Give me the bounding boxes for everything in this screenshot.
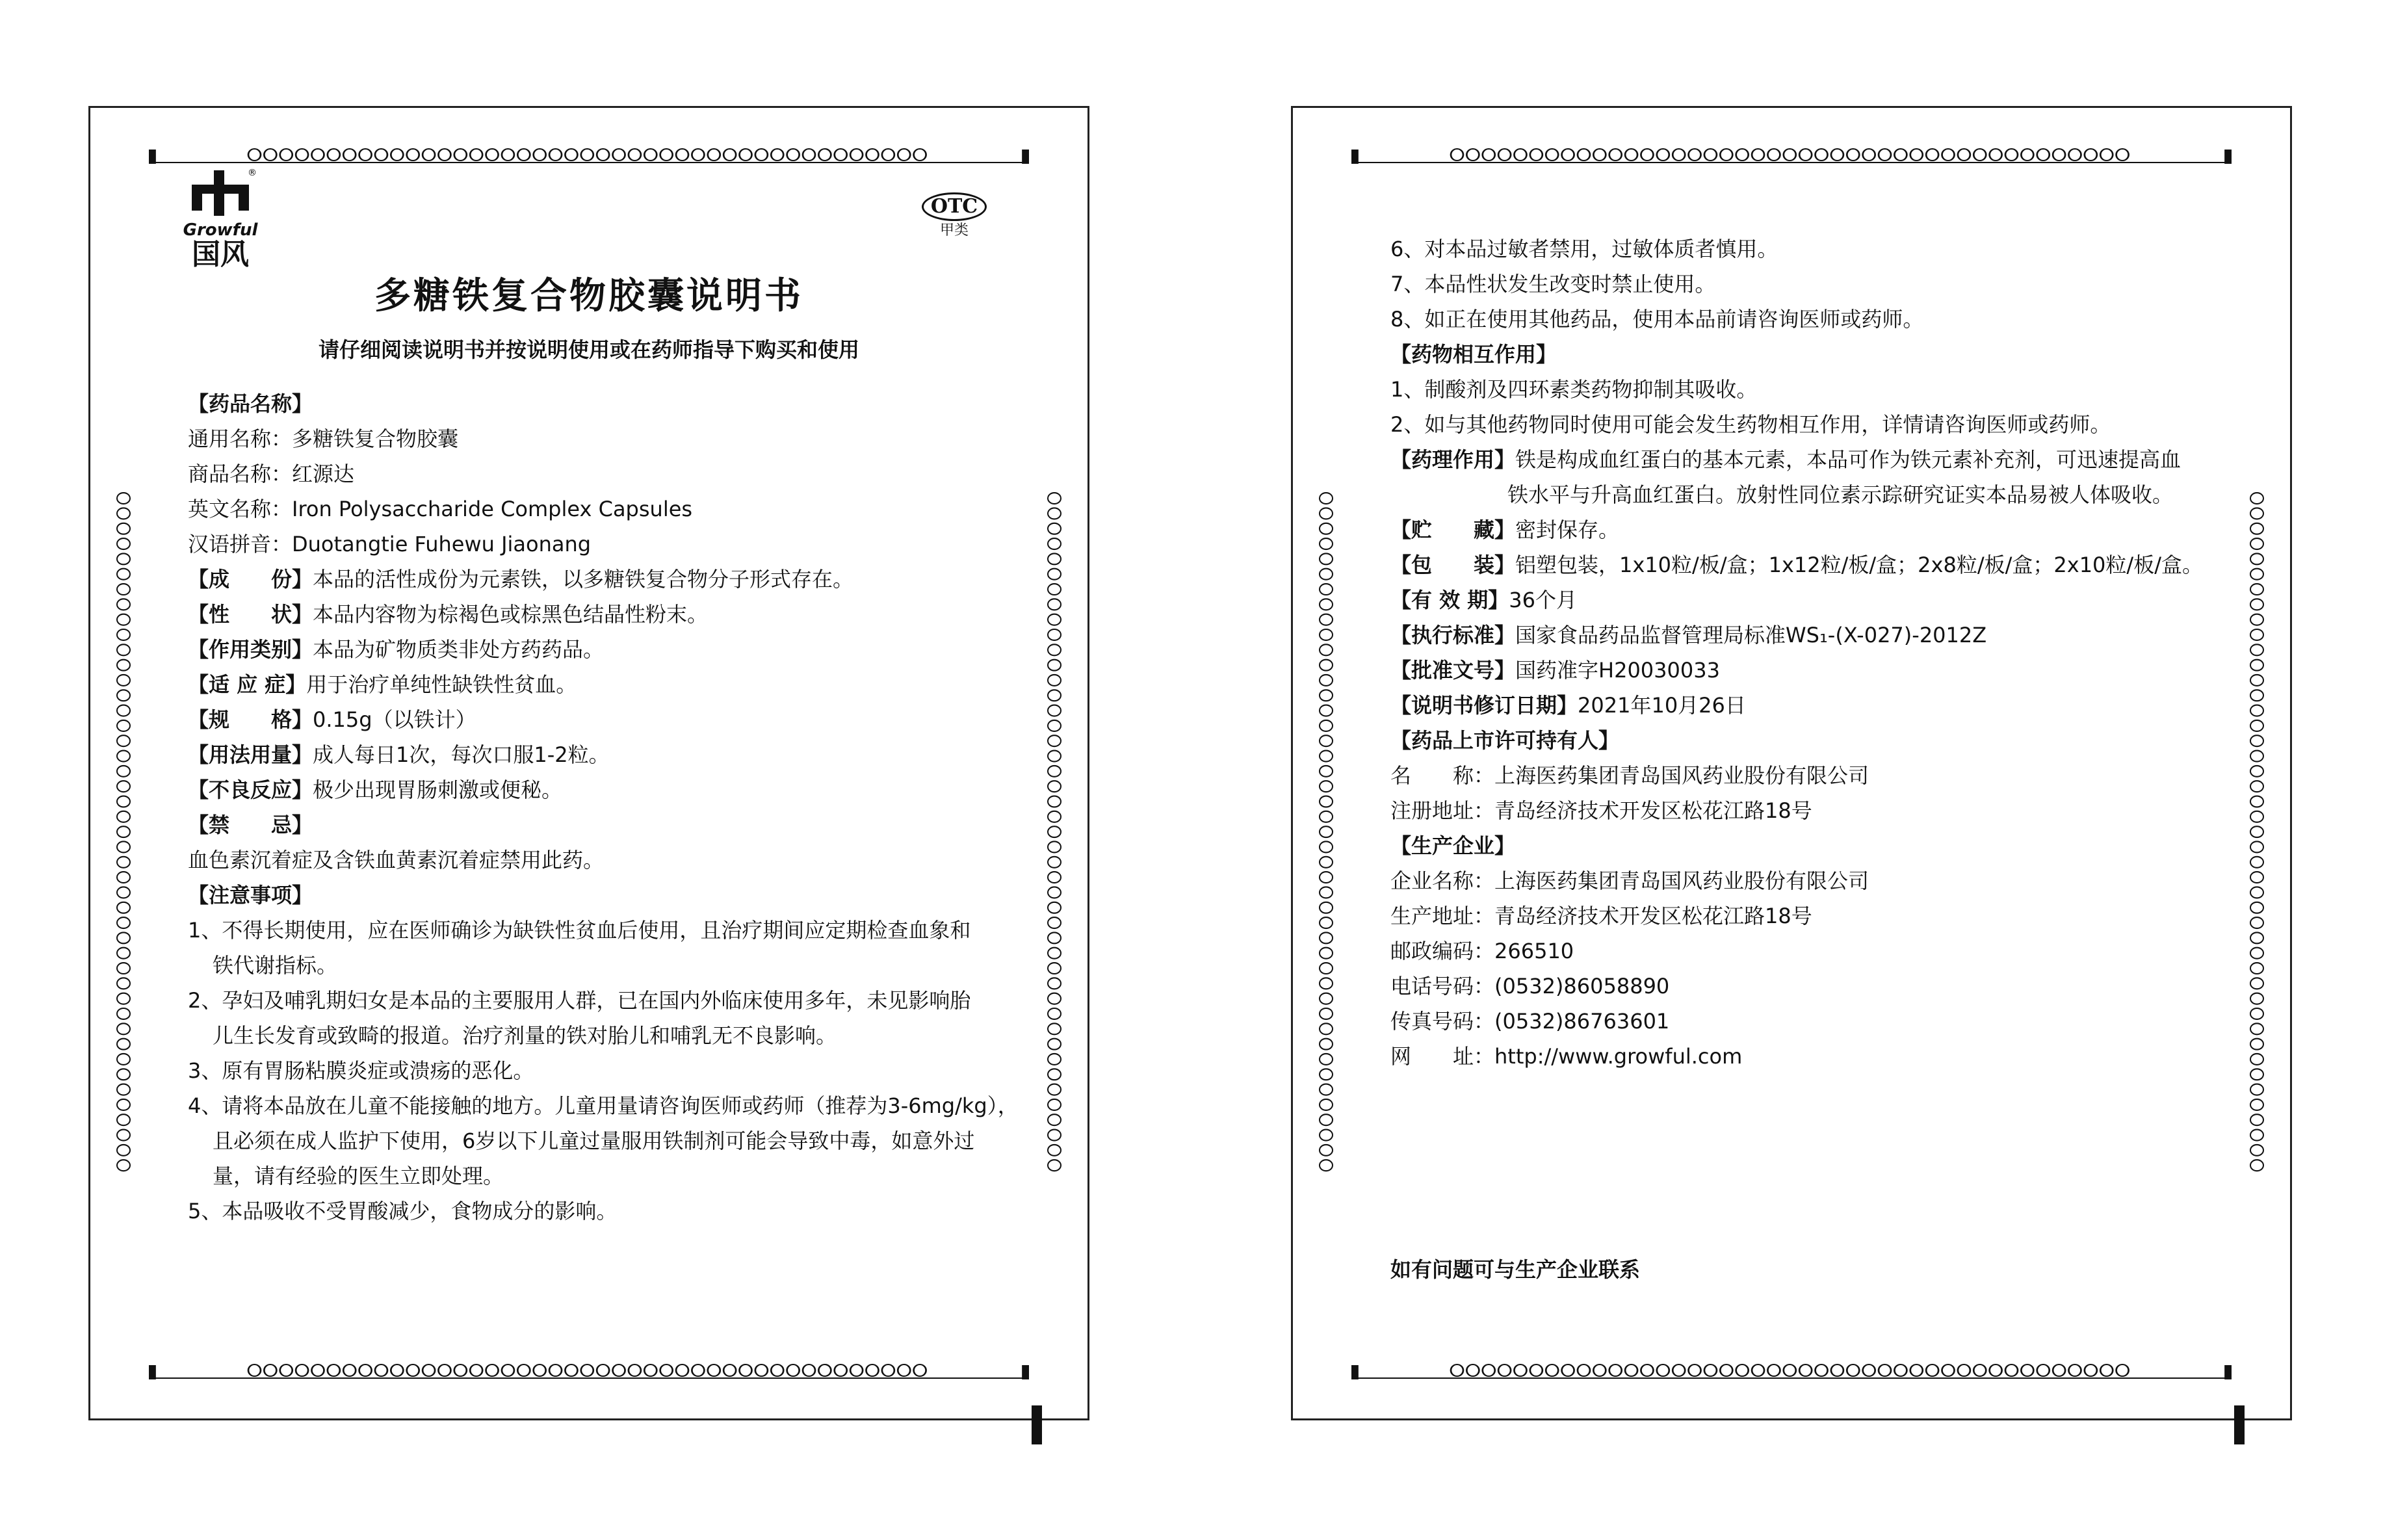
ornament-border-bottom (1351, 1363, 2232, 1379)
text-line: 企业名称：上海医药集团青岛国风药业股份有限公司 (1390, 868, 1869, 893)
text-line: 电话号码：(0532)86058890 (1390, 974, 1670, 998)
field-label: 【适 应 症】 (188, 672, 307, 697)
text-line (1390, 512, 2193, 547)
field-value: 成人每日1次，每次口服1-2粒。 (313, 742, 610, 767)
text-line (188, 597, 990, 632)
field-value: 本品内容物为棕褐色或棕黑色结晶性粉末。 (313, 602, 709, 627)
field-value: 国药准字H20030033 (1515, 658, 1720, 683)
text-line: 1、不得长期使用，应在医师确诊为缺铁性贫血后使用，且治疗期间应定期检查血象和 (188, 918, 971, 943)
field-value: 极少出现胃肠刺激或便秘。 (313, 777, 563, 802)
left-body-text (188, 386, 1019, 1229)
text-line: 网 址：http://www.growful.com (1390, 1044, 1743, 1069)
brand-mark-icon (188, 166, 257, 218)
field-label: 【执行标准】 (1390, 623, 1516, 647)
text-line: 注册地址：青岛经济技术开发区松花江路18号 (1390, 798, 1812, 823)
field-label: 【批准文号】 (1390, 658, 1516, 683)
text-line: 1、制酸剂及四环素类药物抑制其吸收。 (1390, 377, 1758, 402)
text-line (188, 632, 990, 667)
text-line: 量，请有经验的医生立即处理。 (213, 1164, 504, 1188)
ornament-border-left (1316, 491, 1336, 1181)
field-label: 【贮 藏】 (1390, 517, 1516, 542)
section-heading: 【药物相互作用】 (1390, 342, 1557, 367)
otc-badge: OTC (922, 192, 987, 221)
field-label: 【用法用量】 (188, 742, 313, 767)
ornament-border-bottom (149, 1363, 1029, 1379)
field-label: 【性 状】 (188, 602, 313, 627)
text-line: 7、本品性状发生改变时禁止使用。 (1390, 272, 1716, 296)
text-line (1390, 547, 2203, 582)
text-line (1390, 582, 2193, 618)
text-line: 商品名称：红源达 (188, 462, 355, 486)
ornament-border-right (1045, 491, 1064, 1181)
text-line: 通用名称：多糖铁复合物胶囊 (188, 426, 459, 451)
text-line: 血色素沉着症及含铁血黄素沉着症禁用此药。 (188, 848, 605, 872)
text-line: 汉语拼音：Duotangtie Fuhewu Jiaonang (188, 532, 592, 556)
text-line: 3、原有胃肠粘膜炎症或溃疡的恶化。 (188, 1058, 534, 1083)
document-subtitle: 请仔细阅读说明书并按说明使用或在药师指导下购买和使用 (318, 337, 859, 362)
field-value: 用于治疗单纯性缺铁性贫血。 (306, 672, 577, 697)
right-page (1291, 106, 2292, 1420)
text-line: 2、孕妇及哺乳期妇女是本品的主要服用人群，已在国内外临床使用多年，未见影响胎 (188, 988, 971, 1013)
right-body-text (1390, 231, 2203, 1074)
field-value: 本品的活性成份为元素铁，以多糖铁复合物分子形式存在。 (313, 567, 854, 592)
field-value: 36个月 (1509, 588, 1578, 612)
field-label: 【说明书修订日期】 (1390, 693, 1578, 718)
section-heading: 【药品上市许可持有人】 (1390, 728, 1620, 753)
field-value: 本品为矿物质类非处方药药品。 (313, 637, 605, 662)
text-line (1390, 653, 2193, 688)
document-title: 多糖铁复合物胶囊说明书 (374, 275, 803, 317)
left-page (88, 106, 1089, 1420)
text-line: 英文名称：Iron Polysaccharide Complex Capsules (188, 497, 693, 521)
section-heading: 【禁 忌】 (188, 813, 313, 837)
text-line: 8、如正在使用其他药品，使用本品前请咨询医师或药师。 (1390, 307, 1924, 332)
text-line: 6、对本品过敏者禁用，过敏体质者慎用。 (1390, 237, 1778, 261)
ornament-border-top (1351, 147, 2232, 164)
text-line (188, 737, 990, 772)
text-line: 铁代谢指标。 (213, 953, 338, 978)
text-line: 5、本品吸收不受胃酸减少，食物成分的影响。 (188, 1199, 618, 1223)
ornament-border-top (149, 147, 1029, 164)
field-label: 【规 格】 (188, 707, 313, 732)
text-line: 且必须在成人监护下使用，6岁以下儿童过量服用铁制剂可能会导致中毒，如意外过 (213, 1129, 975, 1153)
text-line (188, 772, 990, 807)
field-value: 国家食品药品监督管理局标准WS₁-(X-027)-2012Z (1515, 623, 1987, 647)
field-label: 【包 装】 (1390, 553, 1516, 577)
otc-label (918, 192, 990, 241)
text-line: 邮政编码：266510 (1390, 939, 1574, 963)
text-line (188, 562, 990, 597)
registered-mark: ® (248, 168, 257, 178)
text-line: 名 称：上海医药集团青岛国风药业股份有限公司 (1390, 763, 1869, 788)
field-value: 0.15g（以铁计） (313, 707, 476, 732)
cut-mark (1032, 1405, 1042, 1444)
field-label: 【作用类别】 (188, 637, 313, 662)
text-line: 生产地址：青岛经济技术开发区松花江路18号 (1390, 904, 1812, 928)
ornament-border-left (114, 491, 133, 1181)
field-value: 铁是构成血红蛋白的基本元素，本品可作为铁元素补充剂，可迅速提高血 (1515, 447, 2181, 472)
field-value: 2021年10月26日 (1578, 693, 1746, 718)
field-label: 【药理作用】 (1390, 447, 1516, 472)
text-line: 4、请将本品放在儿童不能接触的地方。儿童用量请咨询医师或药师（推荐为3-6mg/kg）， (188, 1093, 1019, 1118)
field-value: 密封保存。 (1515, 517, 1620, 542)
text-line: 铁水平与升高血红蛋白。放射性同位素示踪研究证实本品易被人体吸收。 (1507, 482, 2174, 507)
field-label: 【不良反应】 (188, 777, 313, 802)
field-value: 铝塑包装，1x10粒/板/盒；1x12粒/板/盒；2x8粒/板/盒；2x10粒/板/盒。 (1515, 553, 2203, 577)
text-line (188, 667, 990, 702)
ornament-border-right (2247, 491, 2267, 1181)
cut-mark (2234, 1405, 2245, 1444)
contact-note: 如有问题可与生产企业联系 (1390, 1257, 1641, 1282)
field-label: 【成 份】 (188, 567, 313, 592)
text-line: 儿生长发育或致畸的报道。治疗剂量的铁对胎儿和哺乳无不良影响。 (213, 1023, 837, 1048)
brand-name-en: Growful (183, 220, 258, 240)
text-line: 2、如与其他药物同时使用可能会发生药物相互作用，详情请咨询医师或药师。 (1390, 412, 2111, 437)
text-line (188, 702, 990, 737)
section-heading: 【生产企业】 (1390, 833, 1516, 858)
text-line: 传真号码：(0532)86763601 (1390, 1009, 1670, 1034)
text-line (1390, 688, 2193, 723)
brand-name-cn: 国风 (192, 238, 249, 271)
field-label: 【有 效 期】 (1390, 588, 1509, 612)
section-heading: 【药品名称】 (188, 391, 313, 416)
text-line (1390, 618, 2193, 653)
brand-logo (175, 166, 266, 270)
section-heading: 【注意事项】 (188, 883, 313, 907)
otc-class: 甲类 (939, 222, 969, 239)
text-line (1390, 442, 2193, 477)
